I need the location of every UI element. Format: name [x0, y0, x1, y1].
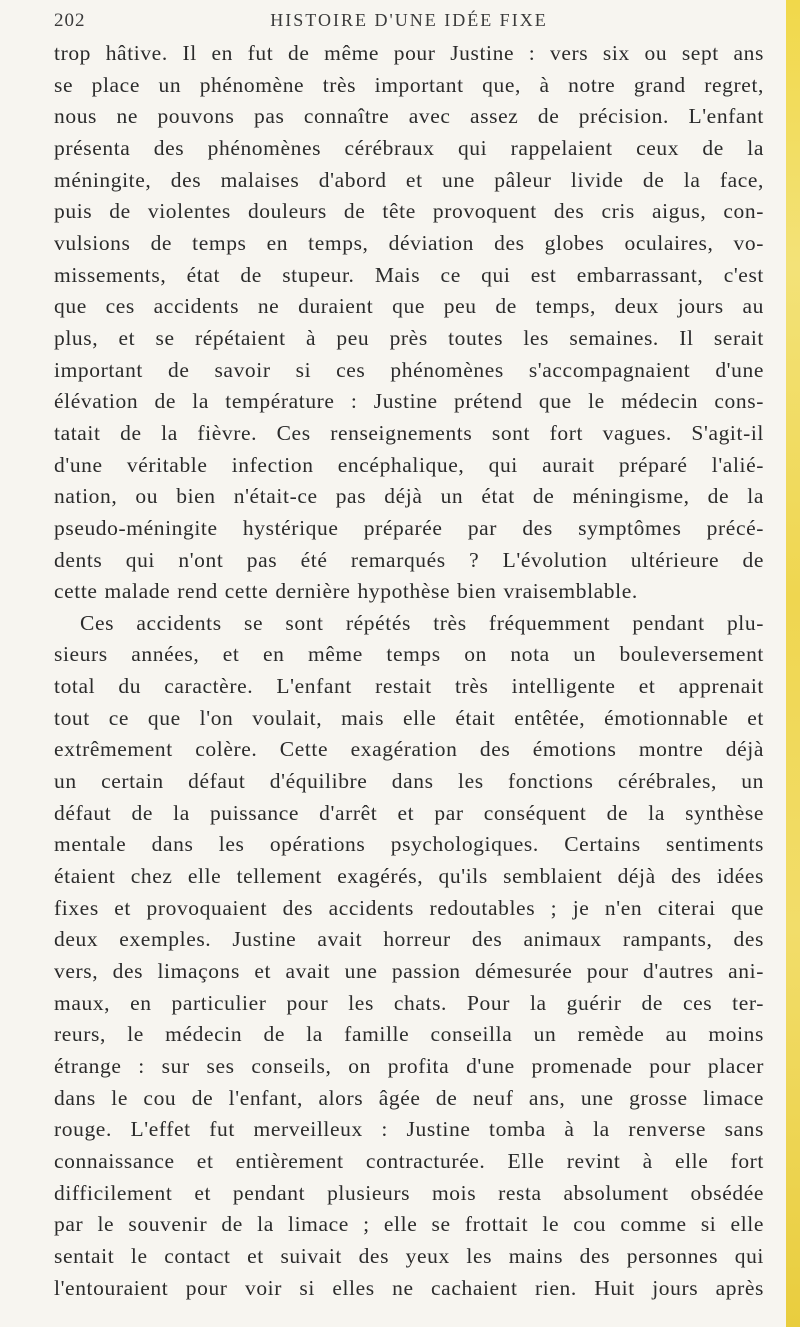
text-line: vers, des limaçons et avait une passion démesurée pour d'autres ani-	[54, 959, 764, 984]
text-line: étrange : sur ses conseils, on profita d'une promenade pour placer	[54, 1054, 764, 1078]
text-line: méningite, des malaises d'abord et une pâleur livide de la face,	[54, 167, 764, 192]
page-header	[54, 8, 764, 38]
text-line: plus, et se répétaient à peu près toutes les semaines. Il serait	[54, 325, 764, 350]
text-line: missements, état de stupeur. Mais ce qui est embarrassant, c'est	[54, 262, 764, 287]
text-line: que ces accidents ne duraient que peu de temps, deux jours au	[54, 294, 764, 319]
text-line: nation, ou bien n'était-ce pas déjà un état de méningisme, de la	[54, 484, 764, 509]
text-line: important de savoir si ces phénomènes s'accompagnaient d'une	[54, 357, 764, 382]
text-line: connaissance et entièrement contracturée. Elle revint à elle fort	[54, 1148, 764, 1173]
text-line: fixes et provoquaient des accidents redoutables ; je n'en citerai que	[54, 895, 764, 920]
page-edge	[786, 0, 800, 1327]
text-line: extrêmement colère. Cette exagération des émotions montre déjà	[54, 737, 764, 762]
text-line: par le souvenir de la limace ; elle se frottait le cou comme si elle	[54, 1212, 764, 1237]
text-line: Ces accidents se sont répétés très fréquemment pendant plu-	[80, 610, 764, 635]
text-line: présenta des phénomènes cérébraux qui rappelaient ceux de la	[54, 135, 764, 160]
text-line: pseudo-méningite hystérique préparée par des symptômes précé-	[54, 515, 764, 540]
text-line: tatait de la fièvre. Ces renseignements sont fort vagues. S'agit-il	[54, 420, 764, 445]
text-line: total du caractère. L'enfant restait très intelligente et apprenait	[54, 674, 764, 699]
text-line: dans le cou de l'enfant, alors âgée de neuf ans, une grosse limace	[54, 1085, 764, 1110]
text-line: reurs, le médecin de la famille conseilla un remède au moins	[54, 1022, 764, 1047]
text-line: l'entouraient pour voir si elles ne cachaient rien. Huit jours après	[54, 1275, 764, 1300]
text-line: sieurs années, et en même temps on nota un bouleversement	[54, 642, 764, 667]
text-line: tout ce que l'on voulait, mais elle était entêtée, émotionnable et	[54, 705, 764, 730]
text-line: dents qui n'ont pas été remarqués ? L'évolution ultérieure de	[54, 547, 764, 572]
text-line: se place un phénomène très important que, à notre grand regret,	[54, 72, 764, 97]
text-line: rouge. L'effet fut merveilleux : Justine tomba à la renverse sans	[54, 1117, 764, 1142]
running-head: HISTOIRE D'UNE IDÉE FIXE	[270, 10, 548, 30]
text-line: deux exemples. Justine avait horreur des animaux rampants, des	[54, 927, 764, 952]
text-line: un certain défaut d'équilibre dans les fonctions cérébrales, un	[54, 769, 764, 794]
text-line: cette malade rend cette dernière hypothèse bien vraisemblable.	[54, 579, 638, 604]
text-line: vulsions de temps en temps, déviation des globes oculaires, vo-	[54, 230, 764, 255]
text-line: défaut de la puissance d'arrêt et par conséquent de la synthèse	[54, 800, 764, 825]
page-number: 202	[54, 10, 86, 31]
text-line: difficilement et pendant plusieurs mois resta absolument obsédée	[54, 1180, 764, 1205]
text-line: étaient chez elle tellement exagérés, qu'ils semblaient déjà des idées	[54, 864, 764, 889]
text-line: puis de violentes douleurs de tête provoquent des cris aigus, con-	[54, 199, 764, 224]
text-line: d'une véritable infection encéphalique, qui aurait préparé l'alié-	[54, 452, 764, 477]
text-line: sentait le contact et suivait des yeux les mains des personnes qui	[54, 1243, 764, 1268]
text-line: élévation de la température : Justine prétend que le médecin cons-	[54, 389, 764, 414]
text-line: maux, en particulier pour les chats. Pour la guérir de ces ter-	[54, 990, 764, 1015]
text-line: nous ne pouvons pas connaître avec assez de précision. L'enfant	[54, 104, 764, 129]
text-line: mentale dans les opérations psychologiques. Certains sentiments	[54, 832, 764, 857]
body-text	[54, 38, 764, 1304]
text-line: trop hâtive. Il en fut de même pour Justine : vers six ou sept ans	[54, 41, 764, 65]
